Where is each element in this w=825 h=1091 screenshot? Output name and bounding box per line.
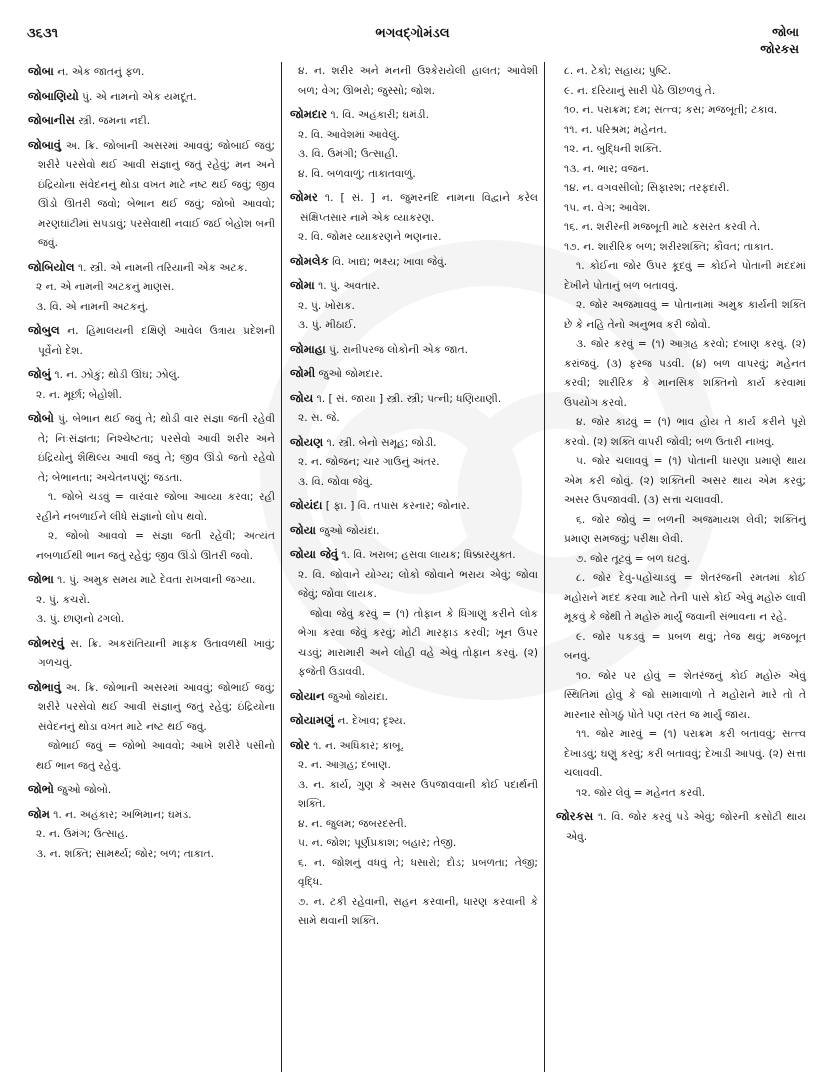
entry-sense: ૨. સ. જે. xyxy=(298,412,340,424)
dictionary-entry xyxy=(28,570,275,630)
entry-headword: જોમી xyxy=(290,366,316,380)
entry-sense: ૨. પું. કચરો. xyxy=(36,593,91,606)
entry-idiom: ૪. જોર કાઢવું = (૧) ભાવ હોય તે કાર્ય કરીને પૂરો કરવો. (૨) શક્તિ વાપરી જોવી; બળ ઉતારી નાખવું. xyxy=(564,416,806,448)
entry-definition: પું. એ નામનો એક યમદૂત. xyxy=(82,90,197,103)
entry-sense: ૫. ન. જોશ; પૂર્ણપ્રકાશ; બહાર; તેજી. xyxy=(298,837,457,849)
entry-sense: ૨. વિ. આવેશમાં આવેલું. xyxy=(298,128,400,141)
dictionary-entry xyxy=(290,364,538,385)
entry-definition: અ. ક્રિ. જોભાની અસરમાં આવવું; જોભાઈ જવું; શરીરે પરસેવો થઈ આવી સંજ્ઞાનું જતું રહેવું; ઇંદ્રિયોના સંવેદનનું થોડા વખત માટે નષ્ટ થઈ જવું. xyxy=(38,681,275,733)
column-divider xyxy=(281,62,282,1072)
entry-headword: જોયા જેવું xyxy=(290,547,339,561)
entry-definition: ૧. [ સં. જાયા ] સ્ત્રી. સ્ત્રી; પત્ની; ધણિયાણી. xyxy=(316,392,502,405)
entry-main-line xyxy=(290,521,538,542)
entry-main-line xyxy=(28,136,275,254)
entry-sense: ૨. પું. ખોરાક. xyxy=(298,299,355,312)
entry-headword: જોમલેક xyxy=(290,253,329,268)
dictionary-entry xyxy=(28,678,275,777)
entry-definition: ૧. ન. ઝોકું; થોડી ઊંઘ; ઝોલું. xyxy=(54,369,181,381)
entry-headword: જોબો xyxy=(28,411,54,425)
dictionary-entry xyxy=(290,252,538,273)
column-divider xyxy=(544,62,545,1072)
entry-definition: ન. દેખાવ; દૃશ્ય. xyxy=(337,715,407,727)
entry-main-line xyxy=(290,252,538,273)
entry-main-line xyxy=(28,62,275,83)
dictionary-entry xyxy=(28,780,275,801)
entry-sense: ૬. ન. જોશનું વધવું તે; ધસારો; દોડ; પ્રબળતા; તેજી; વૃદ્ધિ. xyxy=(298,856,538,888)
entry-main-line xyxy=(290,687,538,708)
entry-main-line xyxy=(290,340,538,361)
entry-definition: ૧. પું. અમુક સમય માટે દેવતા રાખવાની જગ્યા. xyxy=(57,574,256,586)
entry-headword: જોમ xyxy=(28,806,50,821)
entry-headword: જોબિયોલ xyxy=(28,259,75,274)
entry-main-line xyxy=(28,570,275,591)
entry-idiom: ૧૨. જોર લેવું = મહેનત કરવી. xyxy=(576,786,706,799)
entry-headword: જોબાનીસ xyxy=(28,113,75,127)
dictionary-entry xyxy=(28,365,275,405)
entry-idiom: જોવા જેવું કરવું = (૧) તોફાન કે ધિંગાણું કરીને લોક ભેગા કરવા જેવું કરવું; મોટી મારફાડ કરવી; ખૂન ઉપર ચડવું; મારામારી અને લોહી વહે એવું તોફાન કરવું. (૨) ફજેતી ઉડાવવી. xyxy=(298,607,538,678)
entry-sense: ૧૦. ન. પરાક્રમ; દમ; સત્ત્વ; કસ; મજબૂતી; ટકાવ. xyxy=(564,104,778,116)
entry-definition: ૧. વિ. જોર કરવું પડે એવું; જોરની કસોટી થાય એવું. xyxy=(566,811,806,843)
entry-sense: ૪. ન. જુલમ; જબરદસ્તી. xyxy=(298,817,407,830)
page-number: ૩૬૩૧ xyxy=(27,26,58,41)
entry-headword: જોયા xyxy=(290,522,316,537)
entry-main-line xyxy=(28,678,275,738)
entry-idiom: ૫. જોર ચલાવવું = (૧) પોતાની ધારણા પ્રમાણે થાય એમ કરી જોવું. (૨) શક્તિની અસર થાય એમ કરવું; અસર ઉપજાવવી. (૩) સત્તા ચલાવવી. xyxy=(564,455,806,506)
entry-main-line xyxy=(290,276,538,297)
entry-idiom: ૮. જોર દેવું-પહોંચાડવું = શેતરંજની રમતમાં કોઈ મહોરાને મદદ કરવા માટે તેની પાસે કોઈ એવું મહોરું લાવી મૂકવું કે જેથી તે મહોરું માર્યું જવાની સંભાવના ન રહે. xyxy=(564,572,806,623)
entry-idiom: ૩. જોર કરવું = (૧) આગ્રહ કરવો; દબાણ કરવું. (૨) કરાંજવું. (૩) ફરજ પડવી. (૪) બળ વાપરવું; મહેનત કરવી; શારીરિક કે માનસિક શક્તિનો કાર્ય કરવામાં ઉપયોગ કરવો. xyxy=(564,338,806,409)
entry-headword: જોમર xyxy=(290,190,318,204)
column-3 xyxy=(556,62,806,851)
entry-headword: જોરકસ xyxy=(556,809,594,823)
entry-idiom: ૧. જોબે ચડવું = વારંવાર જોબા આવ્યા કરવા; રહી રહીને નબળાઈને લીધે સંજ્ઞાનો લોપ થવો. xyxy=(36,491,275,523)
entry-headword: જોબા xyxy=(28,64,54,78)
dictionary-entry xyxy=(290,496,538,517)
entry-sense: ૩. વિ. એ નામની અટકનું. xyxy=(36,300,149,313)
entry-sense: ૨. ન. મૂર્છા; બેહોશી. xyxy=(36,388,123,401)
entry-headword: જોભો xyxy=(28,782,54,796)
entry-main-line xyxy=(290,105,538,126)
entry-main-line xyxy=(290,389,538,410)
entry-definition: જુઓ જોયંદા. xyxy=(327,690,389,703)
dictionary-entry xyxy=(290,687,538,708)
dictionary-entry xyxy=(556,62,806,803)
entry-definition: [ ફા. ] વિ. તપાસ કરનાર; જોનાર. xyxy=(325,500,470,512)
entry-sense: ૧૫. ન. વેગ; આવેશ. xyxy=(564,201,651,214)
entry-headword: જોબુલ xyxy=(28,323,60,337)
entry-sense: ૧૬. ન. શરીરની મજબૂતી માટે કસરત કરવી તે. xyxy=(564,221,761,233)
entry-idiom: ૧૧. જોર મારવું = (૧) પરાક્રમ કરી બતાવવું; સત્ત્વ દેખાડવું; ઘણું કરવું; કરી બતાવવું; દેખાડી આપવું. (૨) સત્તા ચલાવવી. xyxy=(564,728,806,779)
entry-main-line xyxy=(290,496,538,517)
entry-sense: ૮. ન. ટેકો; સહાય; પુષ્ટિ. xyxy=(564,65,672,77)
dictionary-entry xyxy=(290,389,538,429)
entry-headword: જોમદાર xyxy=(290,107,328,121)
entry-main-line xyxy=(28,258,275,279)
entry-sense: ૧૪. ન. વગવસીલો; સિફારશ; તરફદારી. xyxy=(564,182,730,194)
entry-main-line xyxy=(28,409,275,488)
dictionary-entry xyxy=(28,321,275,361)
entry-sense: ૭. ન. ટકી રહેવાની, સહન કરવાની, ધારણ કરવાની કે સામે થવાની શક્તિ. xyxy=(298,895,538,927)
entry-idiom: ૧. કોઈના જોર ઉપર કૂદવું = કોઈને પોતાની મદદમાં દેખીને પોતાનું બળ બતાવવું. xyxy=(564,260,806,292)
dictionary-entry xyxy=(290,711,538,732)
entry-main-line xyxy=(290,545,538,566)
dictionary-entry xyxy=(290,276,538,336)
entry-sense: ૨. ન. ઉમંગ; ઉત્સાહ. xyxy=(36,828,129,840)
dictionary-entry xyxy=(290,736,538,932)
entry-headword: જોયંદા xyxy=(290,498,323,512)
entry-sense: ૩. ન. કાર્ય, ગુણ કે અસર ઉપજાવવાની કોઈ પદાર્થની શક્તિ. xyxy=(298,778,538,810)
dictionary-title: ભગવદ્ગોમંડલ xyxy=(375,26,450,41)
entry-main-line xyxy=(28,780,275,801)
entry-sense: ૩. ન. શક્તિ; સામર્થ્ય; જોર; બળ; તાકાત. xyxy=(36,847,214,860)
entry-definition: જુઓ જોમદાર. xyxy=(318,368,383,380)
entry-sense: ૩. વિ. જોવા જેવું. xyxy=(298,475,373,488)
entry-idiom: ૭. જોર તૂટવું = બળ ઘટવું. xyxy=(576,552,691,565)
entry-sense: ૨. વિ. જોમર વ્યાકરણને ભણનાર. xyxy=(298,231,442,243)
entry-definition: પું. બેભાન થઈ જવું તે; થોડી વાર સંજ્ઞા જતી રહેવી તે; નિઃસંજ્ઞતા; નિશ્ચેષ્ટતા; પરસેવો આવી શરીર અને ઇંદ્રિયોનું શૈથિલ્ય આવી જવું તે; જીવ ઊંડો જતો રહેવો તે; બેભાનતા; અચેતનપણું; જડતા. xyxy=(38,413,275,484)
entry-main-line xyxy=(290,364,538,385)
entry-idiom: ૨. જોર અજમાવવું = પોતાનામાં અમુક કાર્યની શક્તિ છે કે નહિ તેનો અનુભવ કરી જોવો. xyxy=(564,299,806,331)
page-header xyxy=(0,14,825,54)
entry-main-line xyxy=(28,365,275,386)
entry-headword: જોયાન xyxy=(290,688,325,703)
entry-definition: અ. ક્રિ. જોબાની અસરમાં આવવું; જોબાઈ જવું; શરીરે પરસેવો થઈ આવી સંજ્ઞાનું જતું રહેવું; મન અને ઇંદ્રિયોના સંવેદનનું થોડા વખત માટે નષ્ટ થઈ જવું; જીવ ઊંડો ઊતરી જવો; બેભાન થઈ જવું; જોબો આવવો; મરણઘાંટીમાં સપડાવું; પરસેવાથી નવાઈ જઈ બેહોશ બની જવું. xyxy=(38,139,275,249)
entry-definition: સ્ત્રી. જમના નદી. xyxy=(78,115,151,127)
entry-definition: ૧. ન. અહંકાર; અભિમાન; ઘમંડ. xyxy=(53,808,192,821)
entry-sense: ૧૩. ન. ભાર; વજન. xyxy=(564,162,649,175)
entry-sense: ૨. ન. આગ્રહ; દબાણ. xyxy=(298,759,391,771)
entry-main-line xyxy=(28,634,275,674)
entry-definition: ૧. ન. અધિકાર; કાબૂ. xyxy=(313,739,404,752)
entry-definition: ન. હિમાલયની દક્ષિણે આવેલ ઉત્રાય પ્રદેશની પૂર્વેનો દેશ. xyxy=(38,325,275,357)
entry-main-line xyxy=(290,711,538,732)
entry-definition: જુઓ જોબો. xyxy=(57,784,112,796)
entry-headword: જોભાવું xyxy=(28,679,61,694)
entry-headword: જોમા xyxy=(290,278,315,292)
entry-headword: જોબાણિયો xyxy=(28,88,79,103)
entry-sense: ૩. પું. મીઠાઈ. xyxy=(298,319,357,331)
entry-definition: ૧. વિ. ખરાબ; હસવા લાયક; ધિક્કારયુક્ત. xyxy=(341,549,516,561)
entry-sense: ૨. વિ. જોવાને યોગ્ય; લોકો જોવાને ભરાય એવું; જોવા જેવું; જોવા લાયક. xyxy=(298,568,538,600)
entry-definition: સ. ક્રિ. અકરાંતિયાની માફક ઉતાવળથી ખાવું; ગળચવું. xyxy=(38,637,275,669)
entry-main-line xyxy=(28,87,275,108)
dictionary-entry xyxy=(28,111,275,132)
guide-word-last: જોરકસ xyxy=(760,42,799,56)
entry-sense: ૧૧. ન. પરિશ્રમ; મહેનત. xyxy=(564,123,667,136)
entry-headword: જોબાવું xyxy=(28,137,61,152)
entry-headword: જોભા xyxy=(28,572,54,586)
entry-main-line xyxy=(290,736,538,757)
entry-main-line xyxy=(556,807,806,847)
entry-definition: ૧. [ સં. ] ન. જુમરનંદિ નામના વિદ્વાને કરેલ સંક્ષિપ્તસાર નામે એક વ્યાકરણ. xyxy=(300,192,539,224)
dictionary-entry xyxy=(290,188,538,248)
dictionary-entry xyxy=(28,87,275,108)
entry-headword: જોમાહા xyxy=(290,341,326,356)
entry-sense: ૨ ન. એ નામની અટકનું માણસ. xyxy=(36,281,175,293)
dictionary-entry xyxy=(28,409,275,566)
entry-idiom: જોભાઈ જવું = જોભો આવવો; આખે શરીરે પસીનો થઈ ભાન જતું રહેવું. xyxy=(36,740,275,772)
entry-idiom: ૯. જોર પકડવું = પ્રબળ થવું; તેજ થવું; મજબૂત બનવું. xyxy=(564,630,806,662)
entry-sense: ૧૨. ન. બુદ્ધિની શક્તિ. xyxy=(564,143,662,155)
entry-definition: ૧. વિ. અહંકારી; ઘમંડી. xyxy=(330,109,429,121)
entry-main-line xyxy=(28,321,275,361)
column-1 xyxy=(28,62,275,868)
guide-word-first: જોબા xyxy=(772,25,799,39)
dictionary-entry xyxy=(28,136,275,254)
entry-headword: જોયામણું xyxy=(290,713,335,727)
entry-definition: ન. એક જાતનું ફળ. xyxy=(57,66,145,78)
entry-idiom: ૨. જોબો આવવો = સંજ્ઞા જતી રહેવી; અત્યંત નબળાઈથી ભાન જતું રહેવું; જીવ ઊંડો ઊતરી જવો. xyxy=(36,530,275,562)
dictionary-entry xyxy=(290,545,538,683)
entry-sense: ૨. ન. જોજન; ચાર ગાઉનું અંતર. xyxy=(298,456,440,468)
entry-definition: પું. રાનીપરજ લોકોની એક જાત. xyxy=(329,343,468,356)
entry-idiom: ૧૦. જોર પર હોવું = શેતરંજનું કોઈ મહોરું એવું સ્થિતિમાં હોવું કે જો સામાવાળો તે મહોરાને મારે તો તે મારનાર સોગઠું પોતે પણ તરત જ માર્યું જાય. xyxy=(564,669,806,721)
dictionary-entry xyxy=(290,62,538,101)
dictionary-entry xyxy=(290,521,538,542)
entry-definition: જુઓ જોયંદા. xyxy=(319,524,380,537)
entry-headword: જોયણ xyxy=(290,434,324,449)
dictionary-entry xyxy=(290,433,538,493)
entry-main-line xyxy=(28,111,275,132)
guide-words xyxy=(760,24,799,58)
dictionary-entry xyxy=(28,62,275,83)
dictionary-entry xyxy=(290,105,538,184)
entry-main-line xyxy=(290,433,538,454)
entry-main-line xyxy=(28,805,275,826)
entry-headword: જોય xyxy=(290,390,314,405)
entry-definition: ૧. સ્ત્રી. એ નામની તરિયાની એક અટક. xyxy=(77,261,248,274)
entry-headword: જોભરવું xyxy=(28,635,65,650)
entry-definition: વિ. ખાદ્ય; ભક્ષ્ય; ખાવા જેવું. xyxy=(332,255,448,268)
dictionary-entry xyxy=(290,340,538,361)
entry-sense: ૩. પું. છાણનો ઢગલો. xyxy=(36,613,125,625)
entry-headword: જોબું xyxy=(28,367,51,381)
dictionary-entry xyxy=(28,805,275,865)
entry-sense: ૪. ન. શરીર અને મનની ઉશ્કેરાયેલી હાલત; આવેશી બળ; વેગ; ઊભરો; જુસ્સો; જોશ. xyxy=(298,65,538,97)
entry-sense: ૪. વિ. બળવાળું; તાકાતવાળું. xyxy=(298,167,416,180)
entry-headword: જોર xyxy=(290,737,310,752)
entry-definition: ૧. પું. અવતાર. xyxy=(318,280,380,292)
entry-definition: ૧. સ્ત્રી. બેનો સમૂહ; જોડી. xyxy=(326,436,437,449)
column-2 xyxy=(290,62,538,936)
entry-idiom: ૬. જોર જોવું = બળની અજમાયશ લેવી; શક્તિનું પ્રમાણ સમજવું; પરીક્ષા લેવી. xyxy=(564,513,806,545)
entry-sense: ૧૭. ન. શારીરિક બળ; શરીરશક્તિ; કૌવત; તાકાત. xyxy=(564,240,774,253)
dictionary-entry xyxy=(28,634,275,674)
entry-sense: ૯. ન. દરિયાનું સારી પેઠે ઊછળવું તે. xyxy=(564,84,716,97)
entry-sense: ૩. વિ. ઉમંગી; ઉત્સાહી. xyxy=(298,148,399,160)
entry-main-line xyxy=(290,188,538,228)
dictionary-entry xyxy=(556,807,806,847)
dictionary-entry xyxy=(28,258,275,318)
